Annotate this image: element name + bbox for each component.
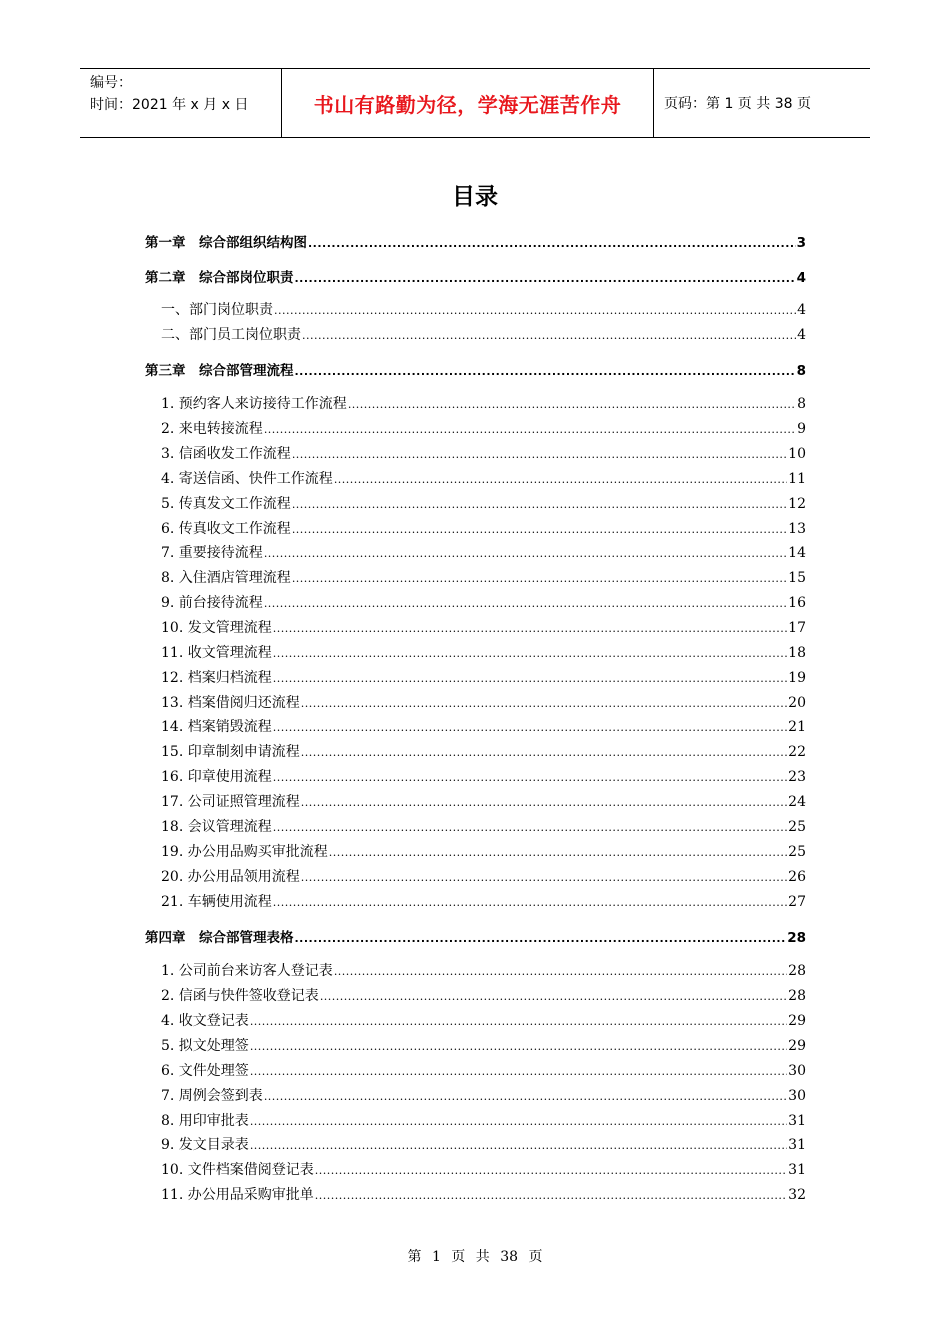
toc-entry-title: 14. 档案销毁流程: [161, 719, 272, 735]
toc-entry-title: 9. 前台接待流程: [161, 595, 263, 611]
toc-dot-leader: [334, 963, 787, 979]
toc-chapter-entry[interactable]: [145, 359, 806, 379]
toc-page-number: 16: [788, 595, 806, 611]
toc-entry[interactable]: [161, 985, 806, 1005]
toc-page-number: 15: [788, 570, 806, 586]
toc-dot-leader: [295, 270, 796, 286]
toc-page-number: 19: [788, 670, 806, 686]
toc-entry[interactable]: [161, 542, 806, 562]
toc-entry-title: 第四章 综合部管理表格: [145, 930, 294, 946]
toc-entry-title: 二、部门员工岗位职责: [161, 327, 301, 343]
toc-entry[interactable]: [161, 766, 806, 786]
toc-page-number: 4: [797, 327, 806, 343]
toc-entry-title: 7. 重要接待流程: [161, 545, 263, 561]
toc-dot-leader: [273, 719, 787, 735]
toc-entry[interactable]: [161, 1184, 806, 1204]
toc-page-number: 23: [788, 769, 806, 785]
toc-entry-title: 5. 拟文处理签: [161, 1038, 249, 1054]
page-footer: 第 1 页 共 38 页: [407, 1249, 543, 1265]
toc-page-number: 30: [788, 1063, 806, 1079]
toc-entry-title: 一、部门岗位职责: [161, 302, 273, 318]
toc-page-number: 8: [796, 363, 806, 379]
toc-dot-leader: [292, 446, 787, 462]
toc-entry[interactable]: [161, 1110, 806, 1130]
toc-dot-leader: [292, 521, 787, 537]
toc-dot-leader: [301, 695, 787, 711]
toc-dot-leader: [250, 1038, 787, 1054]
toc-page-number: 28: [788, 988, 806, 1004]
toc-dot-leader: [315, 1187, 787, 1203]
toc-entry-title: 6. 文件处理签: [161, 1063, 249, 1079]
header-motto: 书山有路勤为径，学海无涯苦作舟: [282, 69, 654, 137]
toc-entry-title: 6. 传真收文工作流程: [161, 521, 291, 537]
toc-dot-leader: [320, 988, 787, 1004]
document-code-label: 编号：: [90, 75, 132, 91]
toc-entry[interactable]: [161, 667, 806, 687]
toc-dot-leader: [315, 1162, 787, 1178]
toc-entry[interactable]: [161, 299, 806, 319]
toc-dot-leader: [301, 869, 787, 885]
toc-entry[interactable]: [161, 642, 806, 662]
toc-page-number: 18: [788, 645, 806, 661]
toc-page-number: 26: [788, 869, 806, 885]
toc-page-number: 32: [788, 1187, 806, 1203]
toc-entry-title: 3. 信函收发工作流程: [161, 446, 291, 462]
toc-dot-leader: [264, 595, 787, 611]
toc-page-number: 20: [788, 695, 806, 711]
toc-entry[interactable]: [161, 592, 806, 612]
toc-page-number: 9: [797, 421, 806, 437]
toc-entry-title: 7. 周例会签到表: [161, 1088, 263, 1104]
toc-page-number: 22: [788, 744, 806, 760]
toc-dot-leader: [329, 844, 787, 860]
toc-dot-leader: [264, 1088, 787, 1104]
toc-page-number: 4: [797, 302, 806, 318]
toc-entry-title: 1. 公司前台来访客人登记表: [161, 963, 333, 979]
toc-entry[interactable]: [161, 1085, 806, 1105]
toc-entry-title: 13. 档案借阅归还流程: [161, 695, 300, 711]
toc-page-number: 10: [788, 446, 806, 462]
toc-entry[interactable]: [161, 418, 806, 438]
toc-page-number: 29: [788, 1013, 806, 1029]
toc-page-number: 21: [788, 719, 806, 735]
toc-title: 目录: [452, 184, 498, 210]
toc-dot-leader: [273, 645, 787, 661]
toc-entry-title: 5. 传真发文工作流程: [161, 496, 291, 512]
toc-dot-leader: [264, 545, 787, 561]
toc-dot-leader: [273, 620, 787, 636]
toc-entry-title: 8. 入住酒店管理流程: [161, 570, 291, 586]
toc-page-number: 24: [788, 794, 806, 810]
toc-page-number: 4: [796, 270, 806, 286]
toc-entry-title: 10. 文件档案借阅登记表: [161, 1162, 314, 1178]
toc-dot-leader: [273, 819, 787, 835]
toc-page-number: 8: [797, 396, 806, 412]
toc-entry[interactable]: [161, 393, 806, 413]
toc-page-number: 17: [788, 620, 806, 636]
toc-entry-title: 18. 会议管理流程: [161, 819, 272, 835]
toc-page-number: 3: [796, 235, 806, 251]
toc-dot-leader: [250, 1013, 787, 1029]
toc-dot-leader: [295, 363, 796, 379]
toc-dot-leader: [302, 327, 796, 343]
toc-dot-leader: [301, 794, 787, 810]
toc-entry[interactable]: [161, 324, 806, 344]
toc-dot-leader: [295, 930, 787, 946]
toc-entry-title: 1. 预约客人来访接待工作流程: [161, 396, 347, 412]
toc-page-number: 11: [788, 471, 806, 487]
toc-dot-leader: [348, 396, 796, 412]
toc-page-number: 30: [788, 1088, 806, 1104]
toc-page-number: 25: [788, 844, 806, 860]
toc-page-number: 28: [787, 930, 806, 946]
toc-entry[interactable]: [161, 518, 806, 538]
toc-entry[interactable]: [161, 891, 806, 911]
toc-entry-title: 10. 发文管理流程: [161, 620, 272, 636]
toc-entry[interactable]: [161, 960, 806, 980]
toc-page-number: 27: [788, 894, 806, 910]
toc-entry-title: 2. 来电转接流程: [161, 421, 263, 437]
toc-chapter-entry[interactable]: [145, 926, 806, 946]
toc-dot-leader: [334, 471, 787, 487]
toc-entry-title: 15. 印章制刻申请流程: [161, 744, 300, 760]
toc-page-number: 14: [788, 545, 806, 561]
toc-entry-title: 12. 档案归档流程: [161, 670, 272, 686]
toc-entry-title: 8. 用印审批表: [161, 1113, 249, 1129]
toc-dot-leader: [292, 496, 787, 512]
toc-entry-title: 4. 收文登记表: [161, 1013, 249, 1029]
header-page-info: 页码：第 1 页 共 38 页: [664, 96, 811, 112]
toc-entry[interactable]: [161, 1010, 806, 1030]
toc-page-number: 13: [788, 521, 806, 537]
toc-entry-title: 11. 办公用品采购审批单: [161, 1187, 314, 1203]
toc-entry[interactable]: [161, 493, 806, 513]
toc-entry[interactable]: [161, 443, 806, 463]
toc-dot-leader: [308, 235, 796, 251]
toc-entry[interactable]: [161, 866, 806, 886]
toc-page-number: 31: [788, 1162, 806, 1178]
toc-chapter-entry[interactable]: [145, 231, 806, 251]
toc-entry-title: 4. 寄送信函、快件工作流程: [161, 471, 333, 487]
toc-dot-leader: [273, 670, 787, 686]
toc-entry[interactable]: [161, 1159, 806, 1179]
toc-dot-leader: [250, 1113, 787, 1129]
toc-entry[interactable]: [161, 692, 806, 712]
document-date: 时间：2021 年 x 月 x 日: [90, 97, 249, 113]
toc-entry[interactable]: [161, 841, 806, 861]
toc-dot-leader: [273, 769, 787, 785]
toc-entry-title: 21. 车辆使用流程: [161, 894, 272, 910]
toc-dot-leader: [264, 421, 796, 437]
toc-entry[interactable]: [161, 791, 806, 811]
toc-entry-title: 2. 信函与快件签收登记表: [161, 988, 319, 1004]
toc-chapter-entry[interactable]: [145, 266, 806, 286]
toc-entry-title: 16. 印章使用流程: [161, 769, 272, 785]
toc-entry[interactable]: [161, 716, 806, 736]
toc-entry[interactable]: [161, 1134, 806, 1154]
toc-dot-leader: [301, 744, 787, 760]
toc-page-number: 31: [788, 1137, 806, 1153]
toc-entry-title: 11. 收文管理流程: [161, 645, 272, 661]
toc-entry-title: 第一章 综合部组织结构图: [145, 235, 307, 251]
toc-entry-title: 20. 办公用品领用流程: [161, 869, 300, 885]
toc-dot-leader: [274, 302, 796, 318]
toc-dot-leader: [250, 1063, 787, 1079]
toc-entry-title: 17. 公司证照管理流程: [161, 794, 300, 810]
toc-entry-title: 9. 发文目录表: [161, 1137, 249, 1153]
toc-entry[interactable]: [161, 468, 806, 488]
toc-entry-title: 19. 办公用品购买审批流程: [161, 844, 328, 860]
toc-dot-leader: [250, 1137, 787, 1153]
toc-page-number: 28: [788, 963, 806, 979]
toc-page-number: 12: [788, 496, 806, 512]
toc-page-number: 31: [788, 1113, 806, 1129]
toc-entry[interactable]: [161, 617, 806, 637]
toc-entry-title: 第三章 综合部管理流程: [145, 363, 294, 379]
toc-page-number: 29: [788, 1038, 806, 1054]
toc-entry[interactable]: [161, 567, 806, 587]
toc-page-number: 25: [788, 819, 806, 835]
toc-dot-leader: [292, 570, 787, 586]
toc-entry[interactable]: [161, 1060, 806, 1080]
toc-entry[interactable]: [161, 741, 806, 761]
toc-entry[interactable]: [161, 1035, 806, 1055]
toc-dot-leader: [273, 894, 787, 910]
toc-entry[interactable]: [161, 816, 806, 836]
toc-entry-title: 第二章 综合部岗位职责: [145, 270, 294, 286]
